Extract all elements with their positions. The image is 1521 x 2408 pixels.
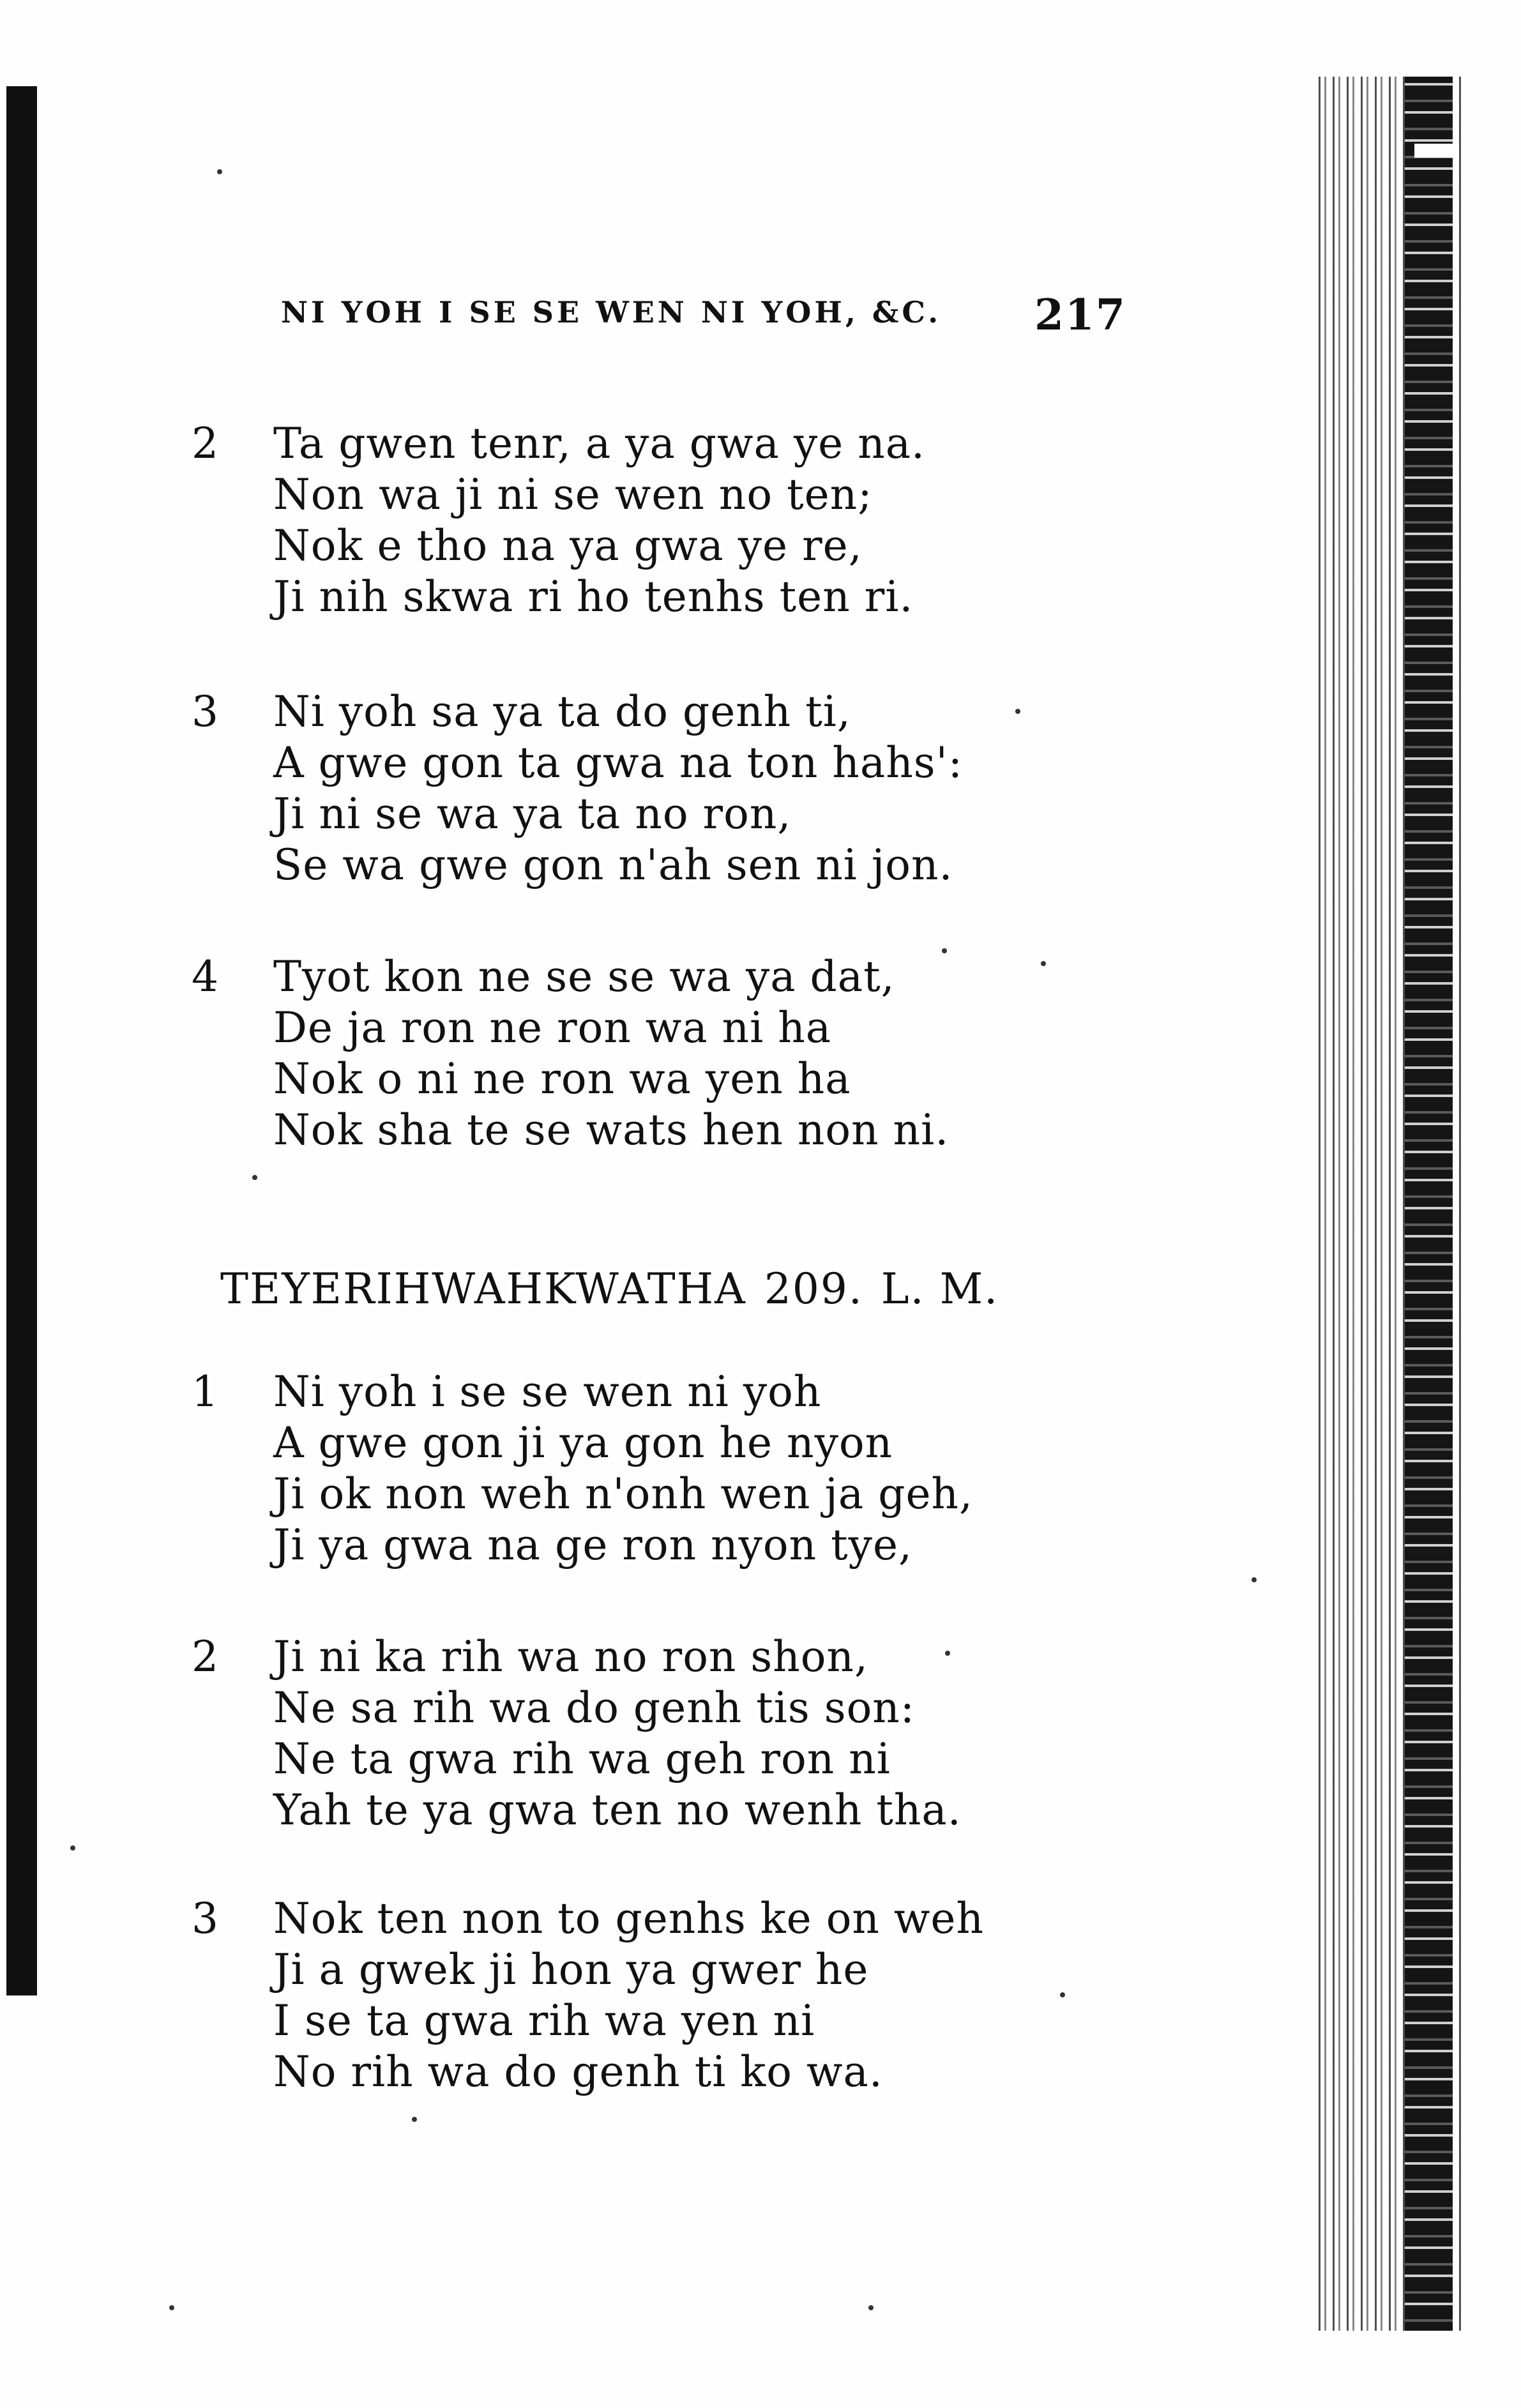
verse-number: 2 — [192, 419, 218, 468]
scan-speck — [1015, 709, 1020, 714]
verse-line: Ji ni se wa ya ta no ron, — [273, 789, 792, 838]
scan-speck — [1041, 961, 1046, 966]
page-edge-notch — [1414, 144, 1459, 158]
verse-line: Ta gwen tenr, a ya gwa ye na. — [273, 419, 926, 468]
scan-speck — [70, 1845, 75, 1851]
verse-number: 3 — [192, 1894, 218, 1943]
verse-line: Nok sha te se wats hen non ni. — [273, 1105, 950, 1155]
verse-line: Ne ta gwa rih wa geh ron ni — [273, 1734, 891, 1783]
verse-number: 1 — [192, 1367, 218, 1416]
verse-line: Ji ok non weh n'onh wen ja geh, — [273, 1469, 974, 1518]
verse-line: Yah te ya gwa ten no wenh tha. — [273, 1785, 962, 1835]
verse-line: Ji ni ka rih wa no ron shon, — [273, 1632, 869, 1681]
scan-speck — [942, 948, 947, 953]
scan-speck — [945, 1651, 950, 1656]
hymn-name: TEYERIHWAHKWATHA — [220, 1264, 746, 1314]
scan-speck — [169, 2305, 174, 2310]
verse-line: Ji nih skwa ri ho tenhs ten ri. — [273, 572, 914, 621]
verse-line: Ni yoh i se se wen ni yoh — [273, 1367, 822, 1416]
verse-line: Ne sa rih wa do genh tis son: — [273, 1683, 916, 1732]
verse-line: I se ta gwa rih wa yen ni — [273, 1996, 815, 2045]
verse-line: Nok ten non to genhs ke on weh — [273, 1894, 984, 1943]
scan-speck — [1252, 1577, 1257, 1582]
verse-line: Ji a gwek ji hon ya gwer he — [273, 1945, 869, 1994]
running-head-title: NI YOH I SE SE WEN NI YOH, &C. — [281, 295, 942, 329]
scan-speck — [412, 2117, 417, 2122]
running-head — [281, 290, 1126, 346]
scan-speck — [868, 2305, 874, 2310]
verse-line: Non wa ji ni se wen no ten; — [273, 470, 873, 519]
verse-lines — [273, 418, 925, 623]
verse-line: A gwe gon ji ya gon he nyon — [273, 1418, 893, 1467]
page-number: 217 — [1034, 290, 1126, 340]
verse-lines — [273, 951, 949, 1156]
page-edge-dark — [1405, 77, 1453, 2331]
hymn-heading — [220, 1264, 1017, 1314]
hymn-meter: L. M. — [881, 1264, 999, 1314]
verse-line: Tyot kon ne se se wa ya dat, — [273, 952, 895, 1001]
verse-line: Nok o ni ne ron wa yen ha — [273, 1054, 851, 1103]
verse-number: 3 — [192, 687, 218, 736]
verse-lines — [273, 1632, 962, 1836]
scan-speck — [1060, 1992, 1065, 1997]
hymn-number: 209. — [764, 1264, 863, 1314]
verse-line: Ni yoh sa ya ta do genh ti, — [273, 687, 851, 736]
scan-speck — [217, 169, 222, 174]
verse-line: De ja ron ne ron wa ni ha — [273, 1003, 832, 1052]
verse-line: Ji ya gwa na ge ron nyon tye, — [273, 1520, 912, 1570]
verse-number: 4 — [192, 952, 218, 1001]
verse-lines — [273, 686, 963, 891]
verse-line: A gwe gon ta gwa na ton hahs': — [273, 738, 964, 787]
verse-lines — [273, 1893, 984, 2098]
verse-lines — [273, 1367, 973, 1571]
scan-speck — [252, 1175, 257, 1180]
verse-line: Se wa gwe gon n'ah sen ni jon. — [273, 840, 953, 890]
binding-edge — [6, 86, 37, 1995]
verse-line: No rih wa do genh ti ko wa. — [273, 2047, 883, 2096]
verse-number: 2 — [192, 1632, 218, 1681]
verse-line: Nok e tho na ya gwa ye re, — [273, 521, 863, 570]
